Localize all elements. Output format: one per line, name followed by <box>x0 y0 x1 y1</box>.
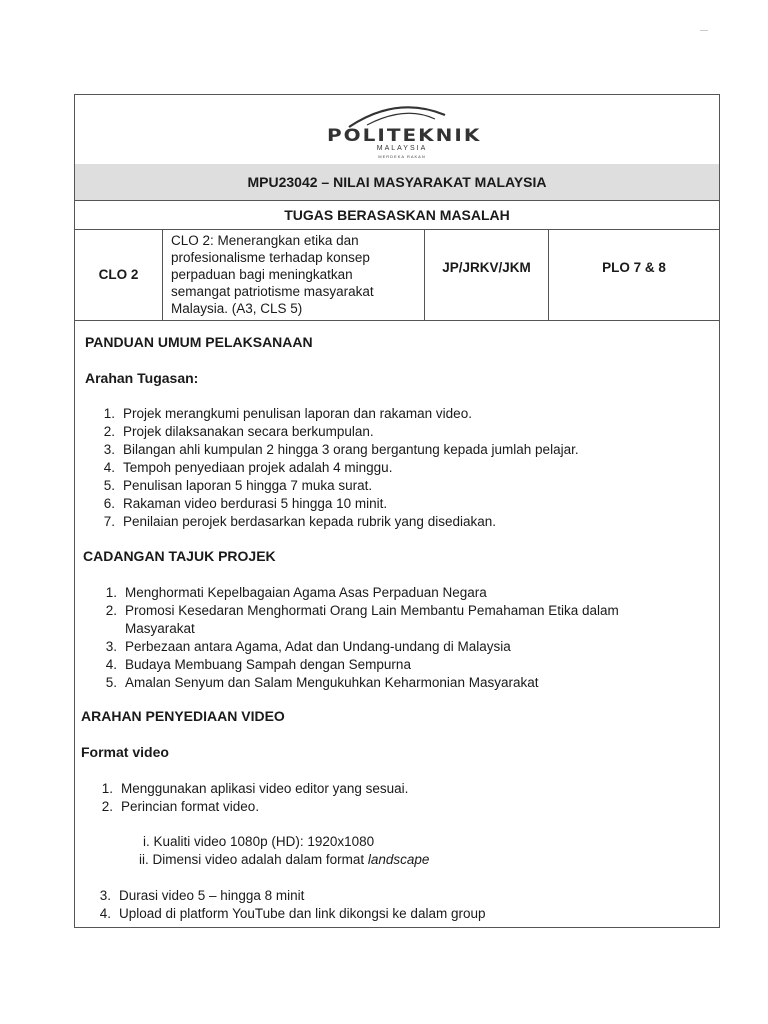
format-video-subheading: Format video <box>81 744 169 760</box>
italic-term: landscape <box>367 852 430 867</box>
clo-description-line: semangat patriotisme masyarakat <box>171 284 374 299</box>
list-item: 7. Penilaian perojek berdasarkan kepada rubrik yang disediakan. <box>103 514 496 529</box>
list-item: 4. Budaya Membuang Sampah dengan Sempurna <box>105 657 411 672</box>
document-frame <box>74 94 720 928</box>
list-item: 4. Upload di platform YouTube dan link dikongsi ke dalam group <box>99 906 486 921</box>
logo-country: MALAYSIA <box>376 145 428 152</box>
clo-description-line: CLO 2: Menerangkan etika dan <box>171 233 359 248</box>
list-item: 3. Perbezaan antara Agama, Adat dan Undang-undang di Malaysia <box>105 639 511 654</box>
logo-tagline: MERDEKA RAKAN <box>378 154 426 159</box>
list-item: 6. Rakaman video berdurasi 5 hingga 10 minit. <box>103 496 388 511</box>
clo-table-row <box>75 230 719 321</box>
clo-description-line: Malaysia. (A3, CLS 5) <box>171 301 303 316</box>
politeknik-logo <box>327 101 482 159</box>
scan-mark <box>700 30 708 31</box>
list-item: 1. Menggunakan aplikasi video editor yang sesuai. <box>101 781 409 796</box>
course-title: MPU23042 – NILAI MASYARAKAT MALAYSIA <box>75 164 719 201</box>
list-item: 1. Projek merangkumi penulisan laporan dan rakaman video. <box>103 406 472 421</box>
logo-row <box>75 95 719 165</box>
arahan-subheading: Arahan Tugasan: <box>85 370 199 386</box>
clo-description-cell <box>163 230 425 320</box>
sub-list-item: ii. Dimensi video adalah dalam format landscape <box>139 852 430 867</box>
clo-cell: CLO 2 <box>75 230 163 320</box>
video-heading: ARAHAN PENYEDIAAN VIDEO <box>81 708 285 724</box>
list-item: 2. Promosi Kesedaran Menghormati Orang Lain Membantu Pemahaman Etika dalam <box>105 603 619 618</box>
panduan-heading: PANDUAN UMUM PELAKSANAAN <box>85 334 313 350</box>
task-title: TUGAS BERASASKAN MASALAH <box>75 201 719 230</box>
list-item: 4. Tempoh penyediaan projek adalah 4 minggu. <box>103 460 393 475</box>
sub-list-item: i. Kualiti video 1080p (HD): 1920x1080 <box>143 834 375 849</box>
list-item: 5. Amalan Senyum dan Salam Mengukuhkan Keharmonian Masyarakat <box>105 675 539 690</box>
clo-description-line: profesionalisme terhadap konsep <box>171 250 370 265</box>
plo-cell: PLO 7 & 8 <box>602 260 666 275</box>
cadangan-heading: CADANGAN TAJUK PROJEK <box>83 548 276 564</box>
list-item-continuation: Masyarakat <box>125 621 195 636</box>
department-code-cell: JP/JRKV/JKM <box>425 230 549 320</box>
logo-wordmark: POLITEKNIK <box>327 124 482 146</box>
list-item: 1. Menghormati Kepelbagaian Agama Asas Perpaduan Negara <box>105 585 487 600</box>
list-item: 2. Projek dilaksanakan secara berkumpulan. <box>103 424 374 439</box>
list-item: 5. Penulisan laporan 5 hingga 7 muka surat. <box>103 478 373 493</box>
clo-description-line: perpaduan bagi meningkatkan <box>171 267 353 282</box>
list-item: 3. Durasi video 5 – hingga 8 minit <box>99 888 305 903</box>
list-item: 3. Bilangan ahli kumpulan 2 hingga 3 orang bergantung kepada jumlah pelajar. <box>103 442 579 457</box>
list-item: 2. Perincian format video. <box>101 799 260 814</box>
